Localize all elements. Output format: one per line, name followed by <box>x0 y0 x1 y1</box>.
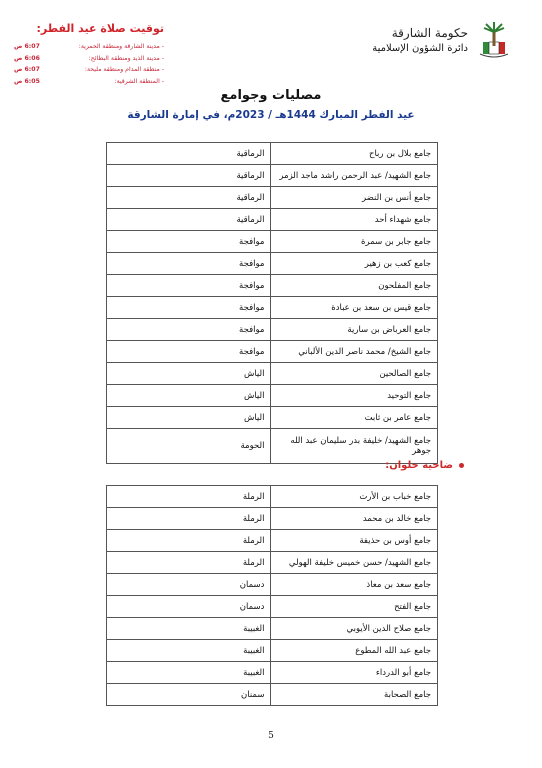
mosque-name-cell: جامع الشهيد/ حسن خميس خليفة الهولي <box>271 552 438 574</box>
mosque-name-cell: جامع الشهيد/ عبد الرحمن راشد ماجد الزمر <box>271 165 438 187</box>
table-row <box>107 275 438 297</box>
table-row <box>107 574 438 596</box>
mosque-name-cell: جامع شهداء أحد <box>271 209 438 231</box>
table-row <box>107 508 438 530</box>
section-heading <box>385 460 464 471</box>
mosque-name-cell: جامع الشهيد/ خليفة بدر سليمان عبد الله جوهر <box>271 429 438 464</box>
mosque-name-cell: جامع الصحابة <box>271 684 438 706</box>
table-row <box>107 530 438 552</box>
mosque-name-cell: جامع أبو الدرداء <box>271 662 438 684</box>
table-row <box>107 363 438 385</box>
mosque-name-cell: جامع الشيخ/ محمد ناصر الدين الألباني <box>271 341 438 363</box>
mosque-name-cell: جامع التوحيد <box>271 385 438 407</box>
table-row <box>107 297 438 319</box>
mosque-name-cell: جامع خالد بن محمد <box>271 508 438 530</box>
mosque-name-cell: جامع الفتح <box>271 596 438 618</box>
area-cell: الغبيبة <box>107 662 271 684</box>
table-row <box>107 684 438 706</box>
table-row <box>107 253 438 275</box>
timing-line <box>14 64 164 76</box>
mosque-name-cell: جامع المفلحون <box>271 275 438 297</box>
table-row <box>107 618 438 640</box>
table-row <box>107 385 438 407</box>
area-cell: موافجة <box>107 319 271 341</box>
timing-line <box>14 76 164 88</box>
area-cell: موافجة <box>107 297 271 319</box>
mosque-name-cell: جامع جابر بن سمرة <box>271 231 438 253</box>
mosque-name-cell: جامع عامر بن ثابت <box>271 407 438 429</box>
timing-time: 6:05 ص <box>14 77 40 85</box>
mosque-name-cell: جامع صلاح الدين الأيوبي <box>271 618 438 640</box>
mosque-name-cell: جامع خباب بن الأرت <box>271 486 438 508</box>
area-cell: سمنان <box>107 684 271 706</box>
table-row <box>107 596 438 618</box>
table-row <box>107 662 438 684</box>
area-cell: الياش <box>107 385 271 407</box>
table-row <box>107 640 438 662</box>
timing-title: توقيت صلاة عيد الفطر: <box>36 22 164 35</box>
timing-label: - منطقة المدام ومنطقة مليحة: <box>84 66 164 73</box>
area-cell: دسمان <box>107 574 271 596</box>
mosque-name-cell: جامع الصالحين <box>271 363 438 385</box>
area-cell: موافجة <box>107 231 271 253</box>
table-row <box>107 143 438 165</box>
area-cell: موافجة <box>107 275 271 297</box>
mosque-name-cell: جامع قيس بن سعد بن عبادة <box>271 297 438 319</box>
area-cell: الرماقية <box>107 143 271 165</box>
timing-time: 6:07 ص <box>14 43 40 50</box>
timing-time: 6:07 ص <box>14 66 40 73</box>
bullet-icon <box>459 463 464 468</box>
table-row <box>107 209 438 231</box>
area-cell: الرماقية <box>107 187 271 209</box>
table-row <box>107 407 438 429</box>
area-cell: الياش <box>107 363 271 385</box>
area-cell: الرملة <box>107 552 271 574</box>
mosque-name-cell: جامع أوس بن حذيفة <box>271 530 438 552</box>
table-row <box>107 552 438 574</box>
sharjah-emblem-icon <box>474 20 514 60</box>
table-row <box>107 429 438 464</box>
timing-label: - مدينة الشارقة ومنطقة الحمرية: <box>78 43 164 50</box>
area-cell: الرملة <box>107 486 271 508</box>
mosque-name-cell: جامع أنس بن النضر <box>271 187 438 209</box>
area-cell: موافجة <box>107 341 271 363</box>
timing-line <box>14 41 164 53</box>
timing-line <box>14 53 164 65</box>
page-title: مصليات وجوامع <box>220 88 322 103</box>
mosque-name-cell: جامع كعب بن زهير <box>271 253 438 275</box>
page-subtitle: عيد الفطر المبارك 1444هـ / 2023م، في إمارة الشارقة <box>127 109 415 121</box>
mosque-name-cell: جامع عبد الله المطوع <box>271 640 438 662</box>
area-cell: الحومة <box>107 429 271 464</box>
mosque-name-cell: جامع بلال بن رباح <box>271 143 438 165</box>
area-cell: دسمان <box>107 596 271 618</box>
timing-label: - مدينة الذيد ومنطقة البطائح: <box>88 54 164 62</box>
table-row <box>107 187 438 209</box>
area-cell: الغبيبة <box>107 640 271 662</box>
prayer-timing-box <box>14 22 164 87</box>
government-logo-block <box>344 20 514 60</box>
table-row <box>107 319 438 341</box>
area-cell: الرماقية <box>107 209 271 231</box>
page-number: 5 <box>268 731 274 741</box>
mosque-name-cell: جامع العرباض بن سارية <box>271 319 438 341</box>
mosque-table-2 <box>106 485 438 706</box>
area-cell: الرملة <box>107 508 271 530</box>
area-cell: الرماقية <box>107 165 271 187</box>
section-title: ضاحية حلوان: <box>385 460 453 471</box>
area-cell: موافجة <box>107 253 271 275</box>
mosque-table-1 <box>106 142 438 464</box>
table-row <box>107 341 438 363</box>
area-cell: الغبيبة <box>107 618 271 640</box>
government-name: حكومة الشارقة <box>391 26 468 40</box>
table-row <box>107 165 438 187</box>
area-cell: الرملة <box>107 530 271 552</box>
mosque-name-cell: جامع سعد بن معاذ <box>271 574 438 596</box>
area-cell: الياش <box>107 407 271 429</box>
table-row <box>107 486 438 508</box>
timing-label: - المنطقة الشرقية: <box>114 77 164 85</box>
department-name: دائرة الشؤون الإسلامية <box>372 43 468 54</box>
table-row <box>107 231 438 253</box>
timing-time: 6:06 ص <box>14 54 40 62</box>
